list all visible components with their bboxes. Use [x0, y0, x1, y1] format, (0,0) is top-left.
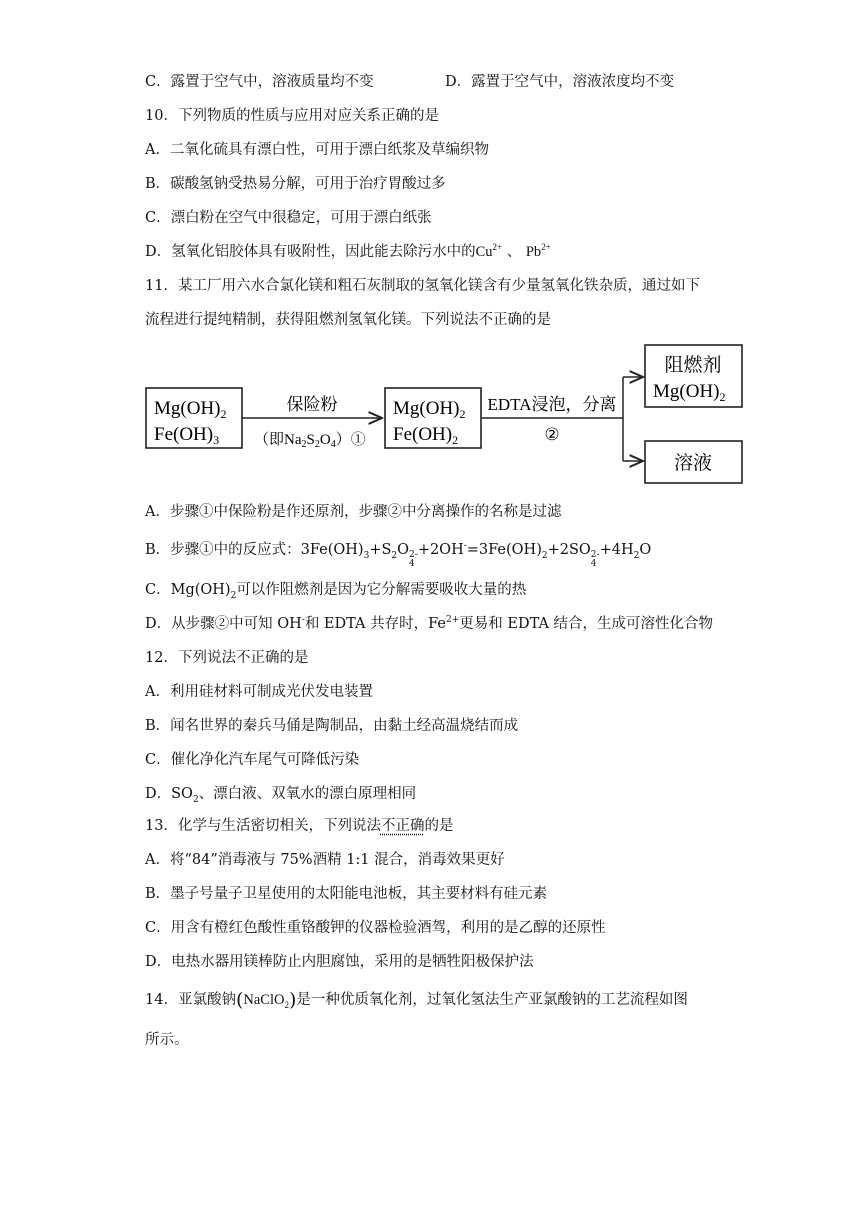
- q12-option-c: C．催化净化汽车尾气可降低污染: [145, 752, 360, 768]
- q13-option-a: A．将“84”消毒液与 75%酒精 1:1 混合，消毒效果更好: [145, 852, 505, 868]
- q11-stem-line1: 11．某工厂用六水合氯化镁和粗石灰制取的氢氧化镁含有少量氢氧化铁杂质，通过如下: [145, 278, 700, 294]
- flow-box-product-formula: $Mg(OH)_2$: [653, 381, 726, 404]
- q13-option-c: C．用含有橙红色酸性重铬酸钾的仪器检验酒驾，利用的是乙醇的还原性: [145, 920, 606, 936]
- sodium-chlorite-formula: NaClO$_2$: [243, 992, 289, 1010]
- q9-option-d: D．露置于空气中，溶液浓度均不变: [445, 74, 675, 90]
- q10-option-a: A．二氧化硫具有漂白性，可用于漂白纸浆及草编织物: [145, 142, 489, 158]
- q11-option-b: B．步骤①中的反应式：$3Fe(OH)_3+S_2O$ 2- 4 $+2OH^-=3Fe(OH)_2+2SO$ 2- 4 $+4H_2O$: [145, 541, 652, 569]
- flow-box-solution-label: 溶液: [673, 453, 713, 474]
- q10-stem: 10．下列物质的性质与应用对应关系正确的是: [145, 108, 439, 124]
- q12-option-b: B．闻名世界的秦兵马俑是陶制品，由黏土经高温烧结而成: [145, 718, 519, 734]
- q12-option-d: D．$SO_2$、漂白液、双氧水的漂白原理相同: [145, 786, 417, 805]
- q11-option-a: A．步骤①中保险粉是作还原剂，步骤②中分离操作的名称是过滤: [145, 504, 562, 520]
- flow-box-start-line2: $Fe(OH)_3$: [154, 424, 220, 447]
- q11-stem-line2: 流程进行提纯精制，获得阻燃剂氢氧化镁。下列说法不正确的是: [145, 312, 551, 328]
- q12-option-a: A．利用硅材料可制成光伏发电装置: [145, 684, 373, 700]
- q13-option-d: D．电热水器用镁棒防止内胆腐蚀，采用的是牺牲阳极保护法: [145, 954, 534, 970]
- q10-option-d-text: D．氢氧化铝胶体具有吸附性，因此能去除污水中的: [145, 244, 476, 260]
- flow-box-product-label: 阻燃剂: [664, 355, 722, 376]
- q10-option-b: B．碳酸氢钠受热易分解，可用于治疗胃酸过多: [145, 176, 446, 192]
- copper-ion: $Cu^{2+}$: [475, 242, 503, 260]
- flow-box-intermediate-line1: $Mg(OH)_2$: [393, 398, 466, 421]
- q12-stem: 12．下列说法不正确的是: [145, 650, 309, 666]
- q11-option-b-text: B．步骤①中的反应式：3Fe(OH): [145, 542, 364, 558]
- q11-option-c: C．$Mg(OH)_2$可以作阻燃剂是因为它分解需要吸收大量的热: [145, 582, 527, 601]
- q10-option-d: [145, 242, 551, 262]
- flow-box-intermediate-line2: $Fe(OH)_2$: [393, 424, 459, 447]
- q14-stem-line2: 所示。: [145, 1032, 189, 1048]
- lead-ion: $Pb^{2+}$: [525, 242, 551, 260]
- flow-arrow-step1-reagent: 保险粉: [286, 395, 338, 414]
- q10-option-c: C．漂白粉在空气中很稳定，可用于漂白纸张: [145, 210, 432, 226]
- flow-line-step2-number: ②: [544, 425, 560, 444]
- separator: 、: [502, 244, 526, 260]
- flow-box-start-line1: $Mg(OH)_2$: [154, 398, 227, 421]
- q13-stem: 13．化学与生活密切相关，下列说法不正确的是: [145, 818, 454, 834]
- sulfate-ion: SO 2- 4: [568, 542, 600, 569]
- flow-arrow-step1-note: （即$Na_2S_2O_4)①$: [254, 432, 366, 450]
- q11-flow-diagram: [140, 340, 760, 490]
- q13-option-b: B．墨子号量子卫星使用的太阳能电池板，其主要材料有硅元素: [145, 886, 548, 902]
- q9-option-c: C．露置于空气中，溶液质量均不变: [145, 74, 374, 90]
- flow-line-step2-label: EDTA浸泡，分离: [487, 395, 617, 414]
- emphasis-not-correct: 不正确: [380, 818, 425, 834]
- dithionite-ion: $S_2O$ 2- 4: [381, 542, 418, 569]
- q14-stem-line1: 14．亚氯酸钠(NaClO$_2$)是一种优质氧化剂，过氧化氢法生产亚氯酸钠的工艺流程如图: [145, 989, 688, 1011]
- q11-option-d: D．从步骤②中可知 OH-和 EDTA 共存时，$Fe^{2+}$更易和 EDTA 结合，生成可溶性化合物: [145, 615, 714, 632]
